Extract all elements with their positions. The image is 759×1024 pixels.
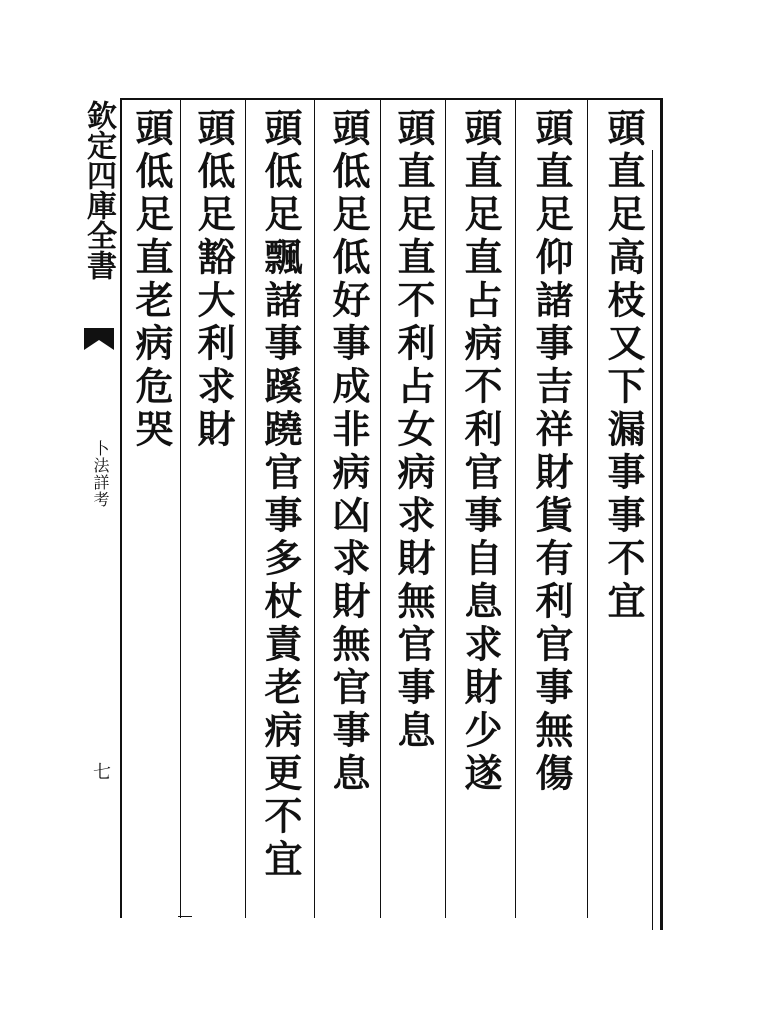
text-column-3: 頭直足直占病不利官事自息求財少遂 [458, 108, 503, 796]
column-divider [380, 100, 381, 918]
column-divider [515, 100, 516, 918]
column-divider [445, 100, 446, 918]
text-column-5: 頭低足低好事成非病凶求財無官事息 [326, 108, 371, 796]
fishtail-mark-icon [84, 328, 114, 358]
column-divider [180, 100, 181, 918]
column-divider [587, 100, 588, 918]
text-column-4: 頭直足直不利占女病求財無官事息 [391, 108, 436, 753]
text-column-6: 頭低足飄諸事蹊蹺官事多杖責老病更不宜 [258, 108, 303, 882]
text-column-7: 頭低足豁大利求財 [191, 108, 236, 452]
text-column-2: 頭直足仰諸事吉祥財貨有利官事無傷 [529, 108, 574, 796]
book-title: 欽定四庫全書 [81, 100, 116, 280]
right-border-outer [660, 98, 663, 930]
text-column-8: 頭低足直老病危哭 [129, 108, 174, 452]
column-divider [245, 100, 246, 918]
top-border [120, 98, 662, 100]
column-divider [314, 100, 315, 918]
right-border-inner [652, 150, 653, 930]
page-number: 七 [90, 762, 111, 780]
left-border [120, 98, 122, 918]
text-column-1: 頭直足高枝又下漏事事不宜 [601, 108, 646, 624]
section-title: 卜法詳考 [91, 440, 110, 508]
